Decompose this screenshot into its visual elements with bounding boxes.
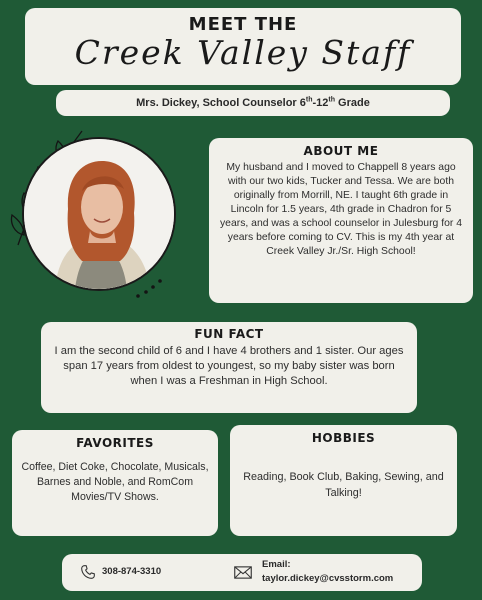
subtitle-suffix: Grade <box>335 97 370 109</box>
contact-bar <box>62 554 422 591</box>
subtitle-banner <box>56 90 450 116</box>
favorites-card <box>12 430 218 536</box>
about-me-text: My husband and I moved to Chappell 8 years ago with our two kids, Tucker and Tessa. We are both originally from Morrill, NE. I taught 6th grade in Lincoln for 1.5 years, 4th grade in Chadron for 5 years, and was a school counselor in Julesburg for 4 years before coming to CV. This is my 4th year at Creek Valley Jr./Sr. High School! <box>219 162 462 257</box>
title-card <box>25 8 461 85</box>
subtitle-dash: -12 <box>312 97 329 109</box>
staff-portrait <box>22 137 176 291</box>
phone-icon <box>80 564 96 580</box>
fun-fact-card <box>41 322 417 413</box>
fun-fact-text: I am the second child of 6 and I have 4 brothers and 1 sister. Our ages span 17 years from oldest to youngest, so my baby sister was born when I was a Freshman in High School. <box>54 345 404 387</box>
favorites-text: Coffee, Diet Coke, Chocolate, Musicals, Barnes and Noble, and RomCom Movies/TV Shows. <box>21 461 209 503</box>
title-script: Creek Valley Staff <box>74 33 412 72</box>
mail-icon <box>234 566 252 579</box>
about-me-card <box>209 138 473 303</box>
portrait-image <box>24 139 176 291</box>
hobbies-card <box>230 425 457 536</box>
subtitle-sup-2: th <box>328 96 335 104</box>
email-address[interactable]: taylor.dickey@cvsstorm.com <box>262 573 394 584</box>
fun-fact-heading: FUN FACT <box>194 327 264 341</box>
title-top: MEET THE <box>188 14 298 35</box>
portrait-area <box>10 123 206 308</box>
hobbies-heading: HOBBIES <box>311 431 376 445</box>
favorites-heading: FAVORITES <box>76 436 154 450</box>
about-me-heading: ABOUT ME <box>303 144 379 158</box>
email-label: Email: <box>262 559 291 570</box>
subtitle-sup-1: th <box>305 96 313 104</box>
hobbies-text: Reading, Book Club, Baking, Sewing, and Talking! <box>243 471 444 499</box>
subtitle-name-role: Mrs. Dickey, School Counselor 6 <box>136 97 306 109</box>
phone-number[interactable]: 308-874-3310 <box>102 566 162 577</box>
